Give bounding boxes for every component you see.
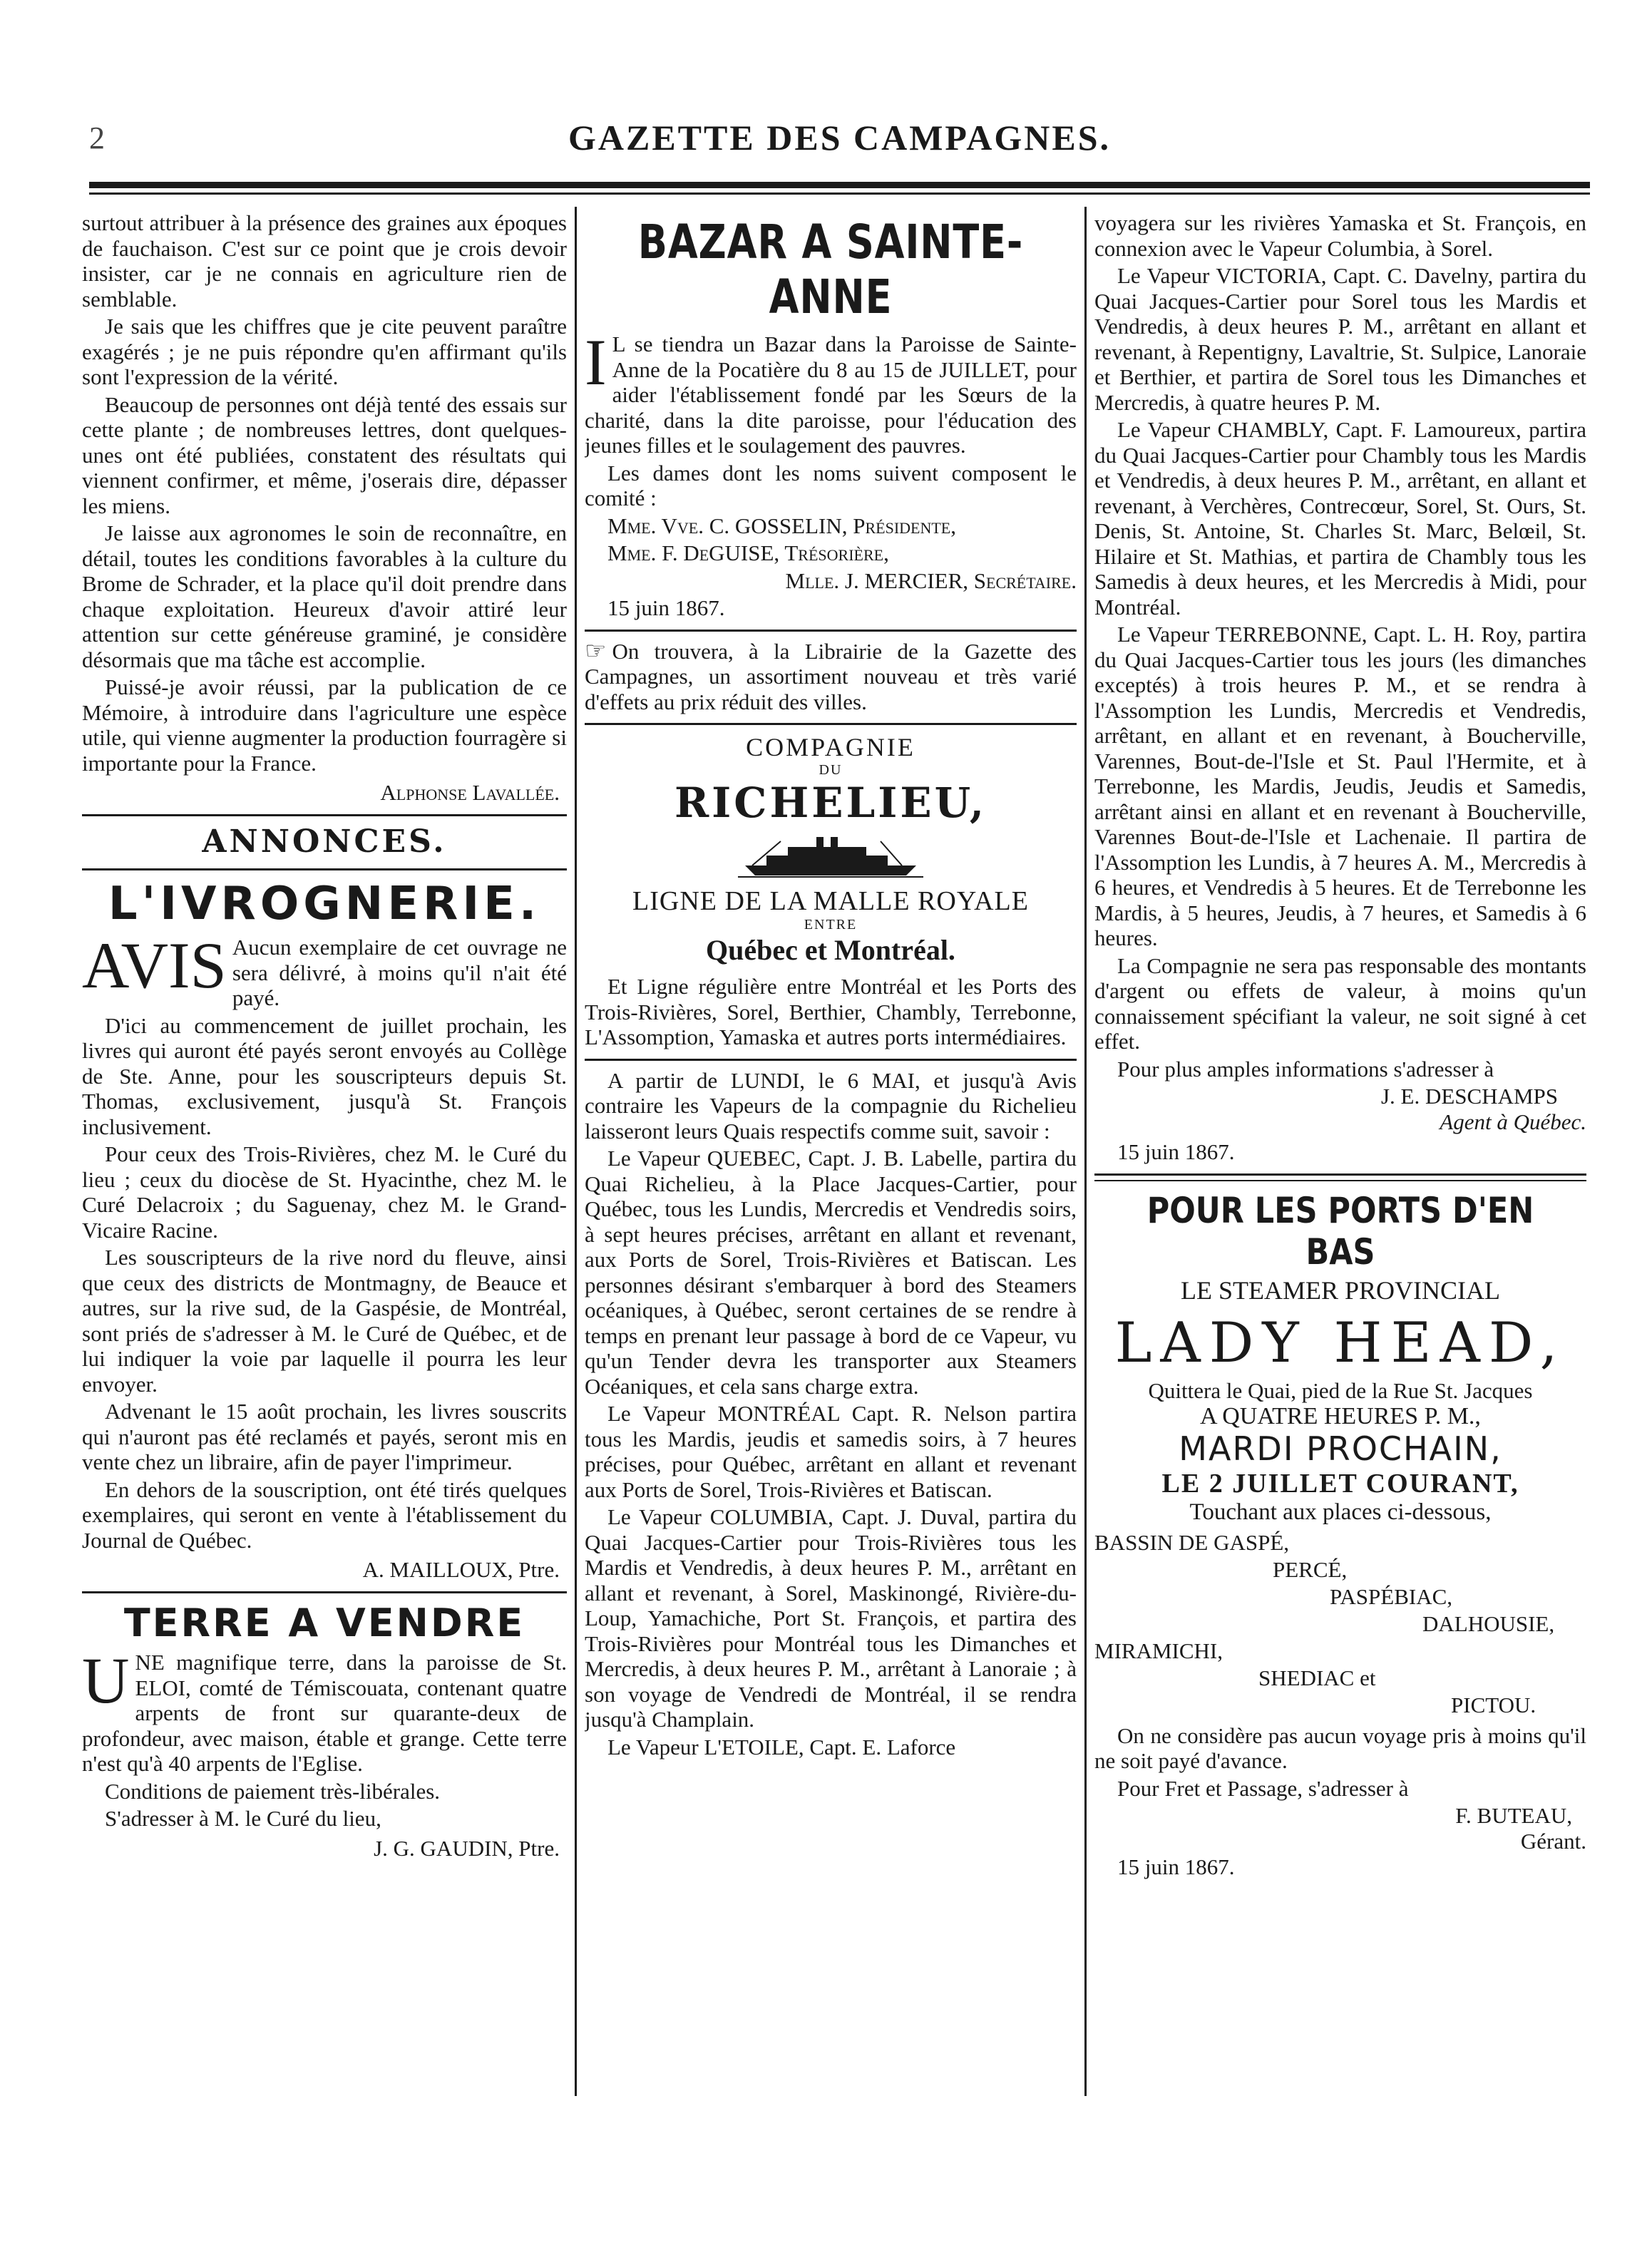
- bazar-dropcap: I: [585, 326, 607, 399]
- departure-time: A QUATRE HEURES P. M.,: [1200, 1402, 1481, 1429]
- librairie-notice: On trouvera, à la Librairie de la Gazette des Campagnes, un assortiment nouveau et très varié d'effets au prix réduit des villes.: [585, 638, 1077, 714]
- section-rule: [82, 868, 567, 870]
- column-2: [585, 210, 1077, 2092]
- section-rule: [82, 1591, 567, 1593]
- article-paragraph: Puissé-je avoir réussi, par la publication de ce Mémoire, à introduire dans l'agriculture une espèce utile, qui vienne augmenter la production fourragère si importante pour la France.: [82, 674, 567, 776]
- ship-name: LADY HEAD,: [1114, 1310, 1566, 1375]
- bazar-paragraph: Les dames dont les noms suivent composent le comité :: [585, 460, 1077, 510]
- terre-signature: J. G. GAUDIN, Ptre.: [374, 1835, 560, 1861]
- schedule-paragraph: Pour Fret et Passage, s'adresser à: [1117, 1775, 1409, 1801]
- terre-paragraph: Conditions de paiement très-libérales.: [105, 1778, 441, 1804]
- terre-dropcap: U: [82, 1644, 130, 1717]
- schedule-paragraph: A partir de LUNDI, le 6 MAI, et jusqu'à Avis contraire les Vapeurs de la compagnie du Richelieu laisseront leurs Quais respectifs comme suit, savoir :: [585, 1067, 1077, 1144]
- avis-paragraph: Les souscripteurs de la rive nord du fleuve, ainsi que ceux des districts de Montmagny, de Beauce et autres, sur la rive sud, de la Gaspésie, de Montréal, sont priés de s'adresser à M. le Curé de Québec, et de lui indiquer la voie par laquelle il pourra les leur envoyer.: [82, 1245, 567, 1397]
- avis-paragraph: Aucun exemplaire de cet ouvrage ne sera délivré, à moins qu'il n'ait été payé.: [232, 935, 567, 1010]
- avis-paragraph: En dehors de la souscription, ont été tirés quelques exemplaires, qui seront en vente à l'établissement du Journal de Québec.: [82, 1476, 567, 1553]
- notice-date: 15 juin 1867.: [1117, 1854, 1235, 1879]
- schedule-paragraph: La Compagnie ne sera pas responsable des montants d'argent ou effets de valeur, à moins qu'un connaissement spécifiant la valeur, ne soit signé à cet effet.: [1094, 952, 1586, 1054]
- stop-place: BASSIN DE GASPÉ,: [1094, 1529, 1290, 1555]
- terre-paragraph: NE magnifique terre, dans la paroisse de St. ELOI, comté de Témiscouata, contenant quatre arpents de front sur quarante-deux de profondeur, avec maison, étable et grange. Cette terre n'est qu'à 40 arpents de l'Eglise.: [82, 1650, 567, 1776]
- stop-place: PASPÉBIAC,: [1330, 1583, 1453, 1609]
- column-1: [82, 210, 567, 2092]
- column-divider: [575, 207, 577, 2096]
- departure-day: MARDI PROCHAIN,: [1179, 1429, 1502, 1468]
- schedule-paragraph: Pour plus amples informations s'adresser à: [1117, 1056, 1494, 1082]
- ligne-heading: LIGNE DE LA MALLE ROYALE: [632, 886, 1029, 916]
- avis-paragraph: Pour ceux des Trois-Rivières, chez M. le Curé du lieu ; ceux du diocèse de St. Hyacinthe, chez M. le Curé Delacroix ; du Saguenay, chez M. le Grand-Vicaire Racine.: [82, 1141, 567, 1243]
- committee-member: Mme. F. DeGUISE, Trésorière,: [607, 540, 889, 565]
- steamboat-icon: [738, 834, 923, 880]
- page-number: 2: [89, 120, 105, 155]
- stop-place: MIRAMICHI,: [1094, 1638, 1223, 1663]
- article-paragraph: Je laisse aux agronomes le soin de reconnaître, en détail, toutes les conditions favorables à la culture du Brome de Schrader, et la place qu'il doit prendre dans chaque exploitation. Heureux d'avoir attiré leur attention sur cette généreuse graminé, je considère désormais que ma tâche est accomplie.: [82, 520, 567, 672]
- departure-place: Quittera le Quai, pied de la Rue St. Jacques: [1148, 1377, 1533, 1403]
- committee-member: Mlle. J. MERCIER, Secrétaire.: [785, 567, 1077, 593]
- avis-paragraph: D'ici au commencement de juillet prochain, les livres qui auront été payés seront envoyés au Collège de Ste. Anne, pour les souscripteurs depuis St. Thomas, exclusivement, jusqu'à St. François inclusivement.: [82, 1012, 567, 1139]
- pointing-hand-icon: ☞: [585, 637, 607, 664]
- avis-paragraph: Advenant le 15 août prochain, les livres souscrits qui n'auront pas été reclamés et payés, seront mis en vente chez un libraire, afin de payer l'imprimeur.: [82, 1399, 567, 1474]
- notice-date: 15 juin 1867.: [1117, 1139, 1235, 1164]
- stop-place: PERCÉ,: [1273, 1556, 1348, 1582]
- avis-signature: A. MAILLOUX, Ptre.: [362, 1557, 560, 1582]
- schedule-paragraph: Le Vapeur TERREBONNE, Capt. L. H. Roy, partira du Quai Jacques-Cartier tous les jours (les dimanches exceptés) à trois heures P. M., et se rendra à l'Assomption les Lundis, Mercredis et Vendredis, arrêtant, en allant et en revenant, à Boucherville, Varennes, Bout-de-l'Isle et St. Paul l'Hermite, et à Terrebonne, les Mardis, Jeudis, Jeudis et Samedis, arrêtant ainsi en allant et en revenant à Boucherville, Varennes Bout-de-l'Isle et Lachenaie. Il partira de l'Assomption les Lundis, à 7 heures A. M., Mercredis à 6 heures, et Vendredis à 5 heures. Et de Terrebonne les Mardis, à 5 heures, Jeudis, à 7 heures, et Samedis à 6 heures.: [1094, 622, 1586, 950]
- schedule-paragraph: Le Vapeur VICTORIA, Capt. C. Davelny, partira du Quai Jacques-Cartier pour Sorel tous les Mardis et Vendredis, à deux heures P. M., arrêtant en allant et revenant, à Repentigny, Lavaltrie, St. Sulpice, Lanoraie et Berthier, et partira de Sorel tous les Dimanches et Mercredis, à quatre heures P. M.: [1094, 263, 1586, 415]
- header-rule-thick: [89, 182, 1590, 188]
- section-rule: [585, 1059, 1077, 1061]
- section-rule: [585, 723, 1077, 725]
- stops-intro: Touchant aux places ci-dessous,: [1189, 1499, 1492, 1525]
- ivrognerie-heading: L'IVROGNERIE.: [108, 878, 541, 930]
- schedule-paragraph: Le Vapeur QUEBEC, Capt. J. B. Labelle, partira du Quai Richelieu, à la Place Jacques-Cartier, pour Québec, tous les Lundis, Mercredis et Vendredis soirs, à sept heures précises, arrêtant en allant et revenant, aux Ports de Sorel, Trois-Rivières et Batiscan. Les personnes désirant s'embarquer à bord des Steamers océaniques, à Québec, seront certaines de se rendre à temps en prenant leur passage à bord de ce Vapeur, vu qu'un Tender devra les transporter aux Steamers Océaniques, et cela sans charge extra.: [585, 1146, 1077, 1399]
- ports-heading: POUR LES PORTS D'EN BAS: [1146, 1189, 1534, 1273]
- bazar-date: 15 juin 1867.: [607, 595, 725, 620]
- entre-label: ENTRE: [804, 917, 858, 933]
- header-rule-thin: [89, 192, 1590, 195]
- column-divider: [1084, 207, 1087, 2096]
- schedule-paragraph: Le Vapeur COLUMBIA, Capt. J. Duval, partira du Quai Jacques-Cartier pour Trois-Rivières tous les Mardis et Vendredis, à deux heures P. M., arrêtant en allant et revenant, à Sorel, Maskinongé, Rivière-du-Loup, Yamachiche, Port St. François, et partira des Trois-Rivières pour Montréal tous les Dimanches et Mercredis, à deux heures P. M., arrêtant à Lanoraie ; à son voyage de Vendredi de Montréal, il se rendra jusqu'à Champlain.: [585, 1504, 1077, 1732]
- du-label: DU: [819, 762, 843, 778]
- avis-dropcap: AVIS: [82, 929, 227, 1002]
- bazar-heading: BAZAR A SAINTE-ANNE: [637, 215, 1024, 324]
- schedule-paragraph: Le Vapeur CHAMBLY, Capt. F. Lamoureux, partira du Quai Jacques-Cartier pour Chambly tous les Mardis et Vendredis, à deux heures P. M., arrêtant, en allant et revenant, à Verchères, Contrecœur, Sorel, St. Ours, St. Denis, St. Antoine, St. Charles St. Marc, Belœil, St. Hilaire et St. Mathias, et partira de Chambly tous les Samedis à deux heures, et les Mercredis à Midi, pour Montréal.: [1094, 417, 1586, 620]
- agent-name: J. E. DESCHAMPS: [1380, 1084, 1558, 1109]
- stop-place: DALHOUSIE,: [1422, 1611, 1555, 1636]
- committee-member: Mme. Vve. C. GOSSELIN, Présidente,: [607, 513, 956, 538]
- agent-title: Gérant.: [1520, 1829, 1586, 1854]
- compagnie-heading: COMPAGNIE: [746, 733, 915, 761]
- agent-name: F. BUTEAU,: [1455, 1803, 1572, 1828]
- newspaper-title: GAZETTE DES CAMPAGNES.: [568, 118, 1112, 158]
- masthead: [89, 107, 1590, 175]
- article-paragraph: surtout attribuer à la présence des graines aux époques de fauchaison. C'est sur ce point que je crois devoir insister, car je ne connais en agriculture rien de semblable.: [82, 210, 567, 312]
- agent-title: Agent à Québec.: [1440, 1109, 1586, 1134]
- annonces-heading: ANNONCES.: [202, 823, 447, 860]
- bazar-paragraph: L se tiendra un Bazar dans la Paroisse de Sainte-Anne de la Pocatière du 8 au 15 de JUILLET, pour aider l'établissement fondé par les Sœurs de la charité, dans la dite paroisse, pour l'éducation des jeunes filles et le soulagement des pauvres.: [585, 332, 1077, 458]
- terre-paragraph: S'adresser à M. le Curé du lieu,: [105, 1806, 381, 1831]
- terre-heading: TERRE A VENDRE: [123, 1601, 525, 1645]
- section-rule: [1094, 1173, 1586, 1181]
- schedule-paragraph: Le Vapeur L'ETOILE, Capt. E. Laforce: [607, 1734, 956, 1760]
- article-paragraph: Je sais que les chiffres que je cite peuvent paraître exagérés ; je ne puis répondre qu'en affirmant qu'ils sont l'expression de la vérité.: [82, 314, 567, 389]
- stop-place: SHEDIAC et: [1258, 1665, 1376, 1690]
- schedule-paragraph: On ne considère pas aucun voyage pris à moins qu'il ne soit payé d'avance.: [1094, 1722, 1586, 1773]
- article-paragraph: Beaucoup de personnes ont déjà tenté des essais sur cette plante ; de nombreuses lettres, dont quelques-unes ont été publiées, constatent des résultats qui viennent confirmer, et même, j'oserais dire, dépasser les miens.: [82, 391, 567, 518]
- schedule-paragraph: Le Vapeur MONTRÉAL Capt. R. Nelson partira tous les Mardis, jeudis et samedis soirs, à 7 heures précises, pour Québec, arrêtant en allant et revenant aux Ports de Sorel, Trois-Rivières et Batiscan.: [585, 1401, 1077, 1502]
- route-heading: Québec et Montréal.: [706, 934, 955, 966]
- stop-place: PICTOU.: [1451, 1692, 1536, 1717]
- author-signature: Alphonse Lavallée.: [380, 780, 560, 805]
- schedule-paragraph: voyagera sur les rivières Yamaska et St. François, en connexion avec le Vapeur Columbia, à Sorel.: [1094, 210, 1586, 261]
- section-rule: [82, 814, 567, 816]
- section-rule: [585, 630, 1077, 632]
- schedule-paragraph: Et Ligne régulière entre Montréal et les Ports des Trois-Rivières, Sorel, Berthier, Chambly, Terrebonne, L'Assomption, Yamaska et autres ports intermédiaires.: [585, 974, 1077, 1049]
- departure-date: LE 2 JUILLET COURANT,: [1161, 1468, 1519, 1499]
- column-3: [1094, 210, 1586, 2092]
- richelieu-heading: RICHELIEU,: [674, 779, 987, 827]
- steamer-label: LE STEAMER PROVINCIAL: [1181, 1275, 1500, 1305]
